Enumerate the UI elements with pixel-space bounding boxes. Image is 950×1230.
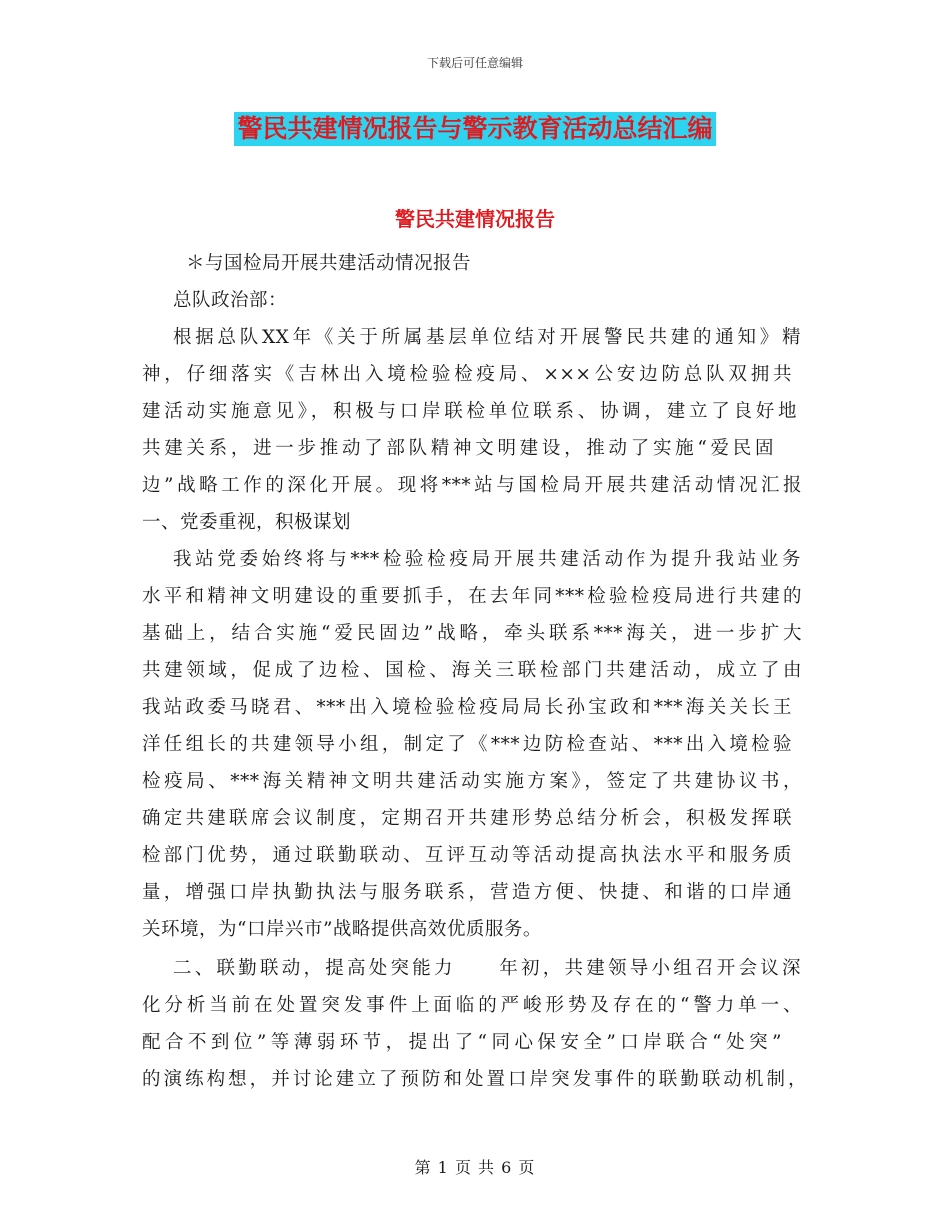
body-line: 总队政治部： (173, 290, 288, 311)
body-line: 检疫局、***海关精神文明共建活动实施方案》，签定了共建协议书， (142, 771, 802, 792)
body-line: 二、联勤联动，提高处突能力 年初，共建领导小组召开会议深 (173, 958, 801, 979)
body-line: 检部门优势，通过联勤联动、互评互动等活动提高执法水平和服务质 (142, 845, 792, 866)
body-line: 我站政委马晓君、***出入境检验检疫局局长孙宝政和***海关关长王 (142, 697, 792, 718)
body-line: 根据总队XX年《关于所属基层单位结对开展警民共建的通知》精 (173, 327, 801, 348)
body-line: 共建关系，进一步推动了部队精神文明建设，推动了实施“爱民固 (142, 438, 774, 459)
body-line: 建活动实施意见》，积极与口岸联检单位联系、协调，建立了良好地 (142, 401, 797, 422)
body-line: 配合不到位”等薄弱环节，提出了“同心保安全”口岸联合“处突” (142, 1032, 782, 1053)
page-header-note: 下载后可任意编辑 (426, 56, 523, 70)
page-number: 第 1 页 共 6 页 (414, 1158, 536, 1177)
body-line: ＊与国检局开展共建活动情况报告 (186, 253, 472, 274)
document-title (0, 112, 950, 146)
body-line: 基础上，结合实施“爱民固边”战略，牵头联系***海关，进一步扩大 (142, 623, 802, 644)
body-line: 量，增强口岸执勤执法与服务联系，营造方便、快捷、和谐的口岸通 (142, 882, 792, 903)
body-line: 的演练构想，并讨论建立了预防和处置口岸突发事件的联勤联动机制， (142, 1069, 807, 1090)
body-line: 我站党委始终将与***检验检疫局开展共建活动作为提升我站业务 (173, 549, 801, 570)
body-line: 确定共建联席会议制度，定期召开共建形势总结分析会，积极发挥联 (142, 808, 792, 829)
body-line: 洋任组长的共建领导小组，制定了《***边防检查站、***出入境检验 (142, 734, 792, 755)
body-line: 边”战略工作的深化开展。现将***站与国检局开展共建活动情况汇报 (142, 475, 802, 496)
body-line: 一、党委重视，积极谋划 (142, 512, 352, 533)
body-line: 化分析当前在处置突发事件上面临的严峻形势及存在的“警力单一、 (142, 995, 802, 1016)
body-line: 水平和精神文明建设的重要抓手，在去年同***检验检疫局进行共建的 (142, 586, 802, 607)
document-title-text: 警民共建情况报告与警示教育活动总结汇编 (234, 112, 715, 146)
body-line: 共建领域，促成了边检、国检、海关三联检部门共建活动，成立了由 (142, 660, 802, 681)
body-line: 神，仔细落实《吉林出入境检验检疫局、×××公安边防总队双拥共 (142, 364, 792, 385)
body-line: 关环境，为“口岸兴市”战略提供高效优质服务。 (142, 919, 542, 940)
section-title: 警民共建情况报告 (395, 207, 555, 231)
